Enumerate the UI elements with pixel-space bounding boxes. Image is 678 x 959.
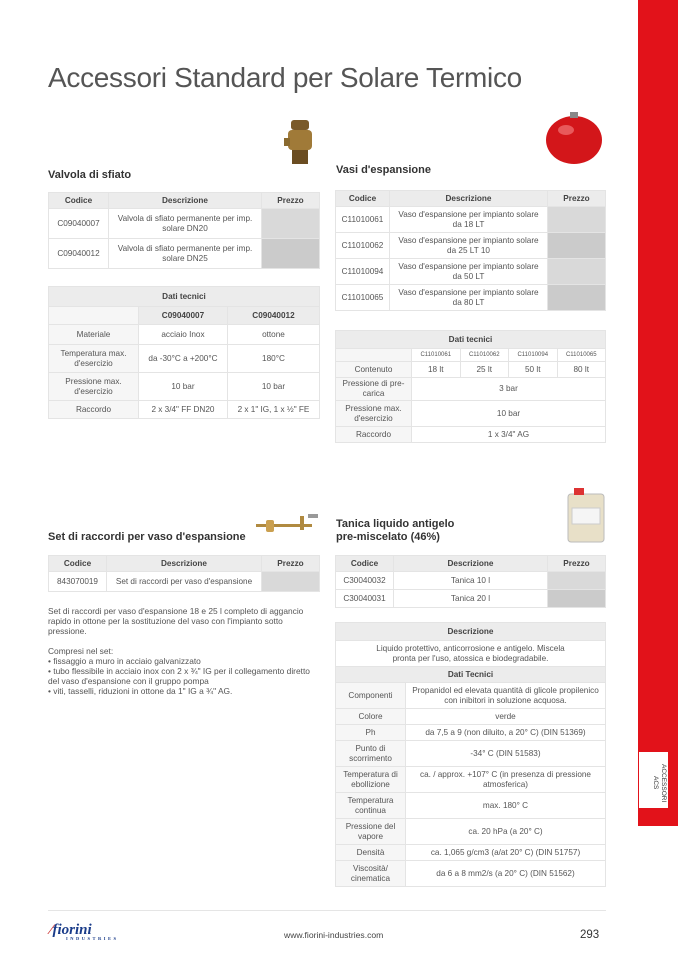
table-row: Pressione max. d'esercizio 10 bar xyxy=(336,401,606,427)
price-cell xyxy=(548,207,606,233)
raccordi-section-title: Set di raccordi per vaso d'espansione xyxy=(48,531,246,543)
table-row: C30040031 Tanica 20 l xyxy=(336,590,606,608)
fitting-set-image xyxy=(252,510,322,538)
col-descrizione: Descrizione xyxy=(109,193,262,209)
table-row: Componenti Propanidol ed elevata quantità di glicole propilenico con inibitori in soluzione acquosa. xyxy=(336,683,606,709)
table-row: Viscosità/ cinematica da 6 a 8 mm2/s (a 20° C) (DIN 51562) xyxy=(336,861,606,887)
air-vent-valve-image xyxy=(282,118,318,168)
table-row: C09040007 Valvola di sfiato permanente per imp. solare DN20 xyxy=(49,209,320,239)
col-codice: Codice xyxy=(49,193,109,209)
price-cell xyxy=(548,590,606,608)
table-row: Temperatura continua max. 180° C xyxy=(336,793,606,819)
page-title: Accessori Standard per Solare Termico xyxy=(48,62,522,93)
table-row: C09040012 Valvola di sfiato permanente per imp. solare DN25 xyxy=(49,239,320,269)
price-cell xyxy=(548,259,606,285)
vasi-dati-table: Dati tecnici C11010061 C11010062 C11010094 C11010065 Contenuto 18 lt 25 lt 50 lt 80 lt Pressione di pre-carica 3 bar Pressione max. d'esercizio 10 bar Raccordo 1 x 3/4" AG xyxy=(335,330,606,443)
table-row: Pressione del vapore ca. 20 hPa (a 20° C) xyxy=(336,819,606,845)
table-row: Ph da 7,5 a 9 (non diluito, a 20° C) (DIN 51369) xyxy=(336,725,606,741)
table-row: C30040032 Tanica 10 l xyxy=(336,572,606,590)
footer-divider xyxy=(48,910,606,911)
brand-logo[interactable]: ⁄fiorini INDUSTRIES xyxy=(50,922,119,941)
price-cell xyxy=(262,572,320,592)
tanica-table: Codice Descrizione Prezzo C30040032 Tanica 10 l C30040031 Tanica 20 l xyxy=(335,555,606,608)
table-row: C11010061 Vaso d'espansione per impianto solare da 18 LT xyxy=(336,207,606,233)
table-row: C11010065 Vaso d'espansione per impianto solare da 80 LT xyxy=(336,285,606,311)
table-row: Materiale acciaio Inox ottone xyxy=(49,325,320,345)
table-row: Densità ca. 1,065 g/cm3 (a/at 20° C) (DIN 51757) xyxy=(336,845,606,861)
table-row: 843070019 Set di raccordi per vaso d'espansione xyxy=(49,572,320,592)
side-tab[interactable]: ACCESSORI ACS xyxy=(638,752,668,808)
table-row: Raccordo 1 x 3/4" AG xyxy=(336,427,606,443)
antifreeze-tank-image xyxy=(564,486,608,544)
swoosh-icon: ⁄ xyxy=(50,922,53,938)
table-row: Punto di scorrimento -34° C (DIN 51583) xyxy=(336,741,606,767)
price-cell xyxy=(548,233,606,259)
price-cell xyxy=(548,572,606,590)
col-prezzo: Prezzo xyxy=(262,193,320,209)
vasi-table: Codice Descrizione Prezzo C11010061 Vaso d'espansione per impianto solare da 18 LT C11010062 Vaso d'espansione per impianto solare da 25 LT 10 C11010094 Vaso d'espansione per impianto solare da 50 LT C11010065 Vaso d'espansione per impianto solare da 80 LT xyxy=(335,190,606,311)
valvola-table xyxy=(48,192,320,269)
side-red-bar xyxy=(638,0,678,826)
table-row: C11010094 Vaso d'espansione per impianto solare da 50 LT xyxy=(336,259,606,285)
tanica-section-title: Tanica liquido antigelo pre-miscelato (46%) xyxy=(336,518,455,543)
expansion-vessel-image xyxy=(542,110,606,170)
valvola-section-title: Valvola di sfiato xyxy=(48,169,132,181)
table-row: Contenuto 18 lt 25 lt 50 lt 80 lt xyxy=(336,362,606,378)
raccordi-table: Codice Descrizione Prezzo 843070019 Set di raccordi per vaso d'espansione xyxy=(48,555,320,592)
website-link[interactable]: www.fiorini-industries.com xyxy=(284,930,384,940)
table-row: Temperatura di ebollizione ca. / approx. +107° C (in presenza di pressione atmosferica) xyxy=(336,767,606,793)
table-row: Pressione di pre-carica 3 bar xyxy=(336,378,606,401)
tanica-dati-table: Descrizione Liquido protettivo, anticorrosione e antigelo. Miscela pronta per l'uso, atossica e biodegradabile. Dati Tecnici Componenti Propanidol ed elevata quantità di glicole propilenico con inibitori in soluzione acquosa. Colore verde Ph da 7,5 a 9 (non diluito, a 20° C) (DIN 51369) Punto di scorrimento -34° C (DIN 51583) Temperatura di ebollizione ca. / approx. +107° C (in presenza di pressione atmosferica) Temperatura continua max. 180° C Pressione del vapore ca. 20 hPa (a 20° C) Densità ca. 1,065 g/cm3 (a/at 20° C) (DIN 51757) Viscosità/ cinematica da 6 a 8 mm2/s (a 20° C) (DIN 51562) xyxy=(335,622,606,887)
vasi-section-title: Vasi d'espansione xyxy=(336,164,431,176)
table-row: Colore verde xyxy=(336,709,606,725)
price-cell xyxy=(262,239,320,269)
valvola-dati-table: Dati tecnici C09040007 C09040012 Materiale acciaio Inox ottone Temperatura max. d'esercizio da -30°C a +200°C 180°C Pressione max. d'esercizio 10 bar 10 bar Raccordo 2 x 3/4" FF DN20 2 x 1" IG, 1 x ½" FE xyxy=(48,286,320,419)
price-cell xyxy=(548,285,606,311)
raccordi-description: Set di raccordi per vaso d'espansione 18 e 25 l completo di aggancio rapido in ottone per la sostituzione del vaso con l'impianto sotto pressione. Compresi nel set: • fissaggio a muro in acciaio galvanizzato • tubo flessibile in acciaio inox con 2 x ¾" IG per il collegamento diretto del vaso d'espansione con il gruppo pompa • viti, tasselli, riduzioni in ottone da 1" IG a ¾" AG. xyxy=(48,606,310,696)
table-row: Pressione max. d'esercizio 10 bar 10 bar xyxy=(49,373,320,401)
table-row: C11010062 Vaso d'espansione per impianto solare da 25 LT 10 xyxy=(336,233,606,259)
page-number: 293 xyxy=(580,929,600,941)
table-row: Temperatura max. d'esercizio da -30°C a +200°C 180°C xyxy=(49,345,320,373)
table-row: Raccordo 2 x 3/4" FF DN20 2 x 1" IG, 1 x ½" FE xyxy=(49,401,320,419)
price-cell xyxy=(262,209,320,239)
